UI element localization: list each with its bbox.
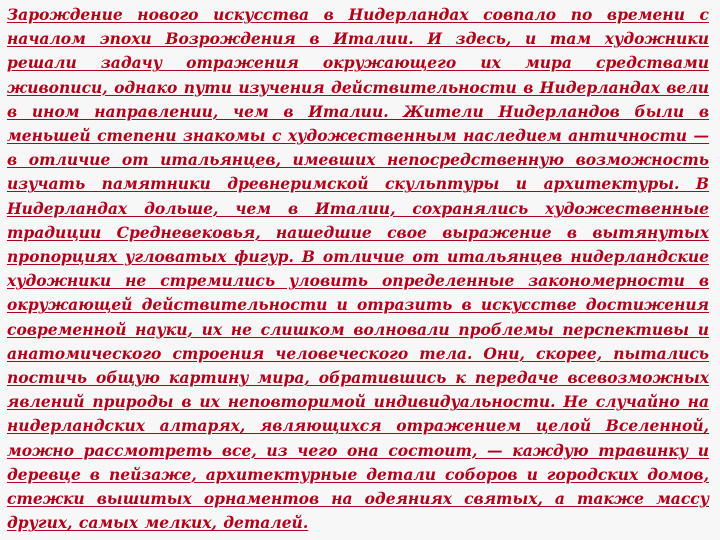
- body-paragraph: Зарождение нового искусства в Нидерландах совпало по времени с началом эпохи Возрождения в Италии. И здесь, и там художники решали задачу отражения окружающего их мира средствами живописи, однако пути изучения действительности в Нидерландах вели в ином направлении, чем в Италии. Жители Нидерландов были в меньшей степени знакомы с художественным наследием античности — в отличие от итальянцев, имевших непосредственную возможность изучать памятники древнеримской скульптуры и архитектуры. В Нидерландах дольше, чем в Италии, сохранялись художественные традиции Средневековья, нашедшие свое выражение в вытянутых пропорциях угловатых фигур. В отличие от итальянцев нидерландские художники не стремились уловить определенные закономерности в окружающей действительности и отразить в искусстве достижения современной науки, их не слишком волновали проблемы перспективы и анатомического строения человеческого тела. Они, скорее, пытались постичь общую картину мира, обратившись к передаче всевозможных явлений природы в их неповторимой индивидуальности. Не случайно на нидерландских алтарях, являющихся отражением целой Вселенной, можно рассмотреть все, из чего она состоит, — каждую травинку и деревце в пейзаже, архитектурные детали соборов и городских домов, стежки вышитых орнаментов на одеяниях святых, а также массу других, самых мелких, деталей.: [7, 5, 709, 533]
